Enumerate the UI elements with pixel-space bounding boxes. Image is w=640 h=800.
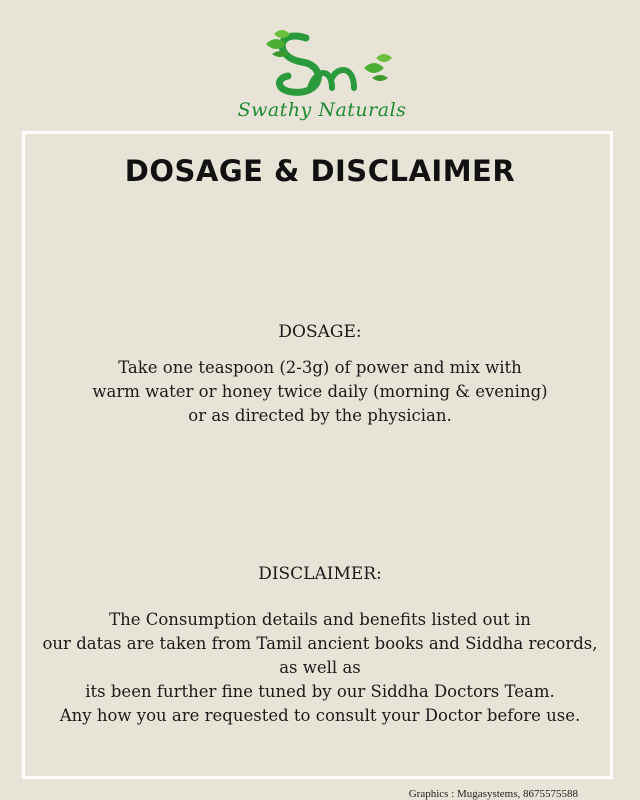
- page-title: DOSAGE & DISCLAIMER: [124, 154, 516, 188]
- disclaimer-line: its been further fine tuned by our Siddha Doctors Team.: [85, 682, 555, 701]
- disclaimer-line: Any how you are requested to consult your Doctor before use.: [59, 706, 581, 725]
- disclaimer-text: [30, 608, 610, 728]
- dosage-line: or as directed by the physician.: [188, 406, 452, 425]
- disclaimer-line: as well as: [279, 658, 361, 677]
- disclaimer-line: The Consumption details and benefits listed out in: [109, 610, 531, 629]
- dosage-text: [30, 356, 610, 428]
- disclaimer-line: our datas are taken from Tamil ancient books and Siddha records,: [42, 634, 598, 653]
- dosage-line: Take one teaspoon (2-3g) of power and mix with: [118, 358, 522, 377]
- brand-logo: [236, 18, 408, 136]
- leaf-monogram-icon: [236, 18, 408, 108]
- dosage-label: DOSAGE:: [278, 322, 362, 342]
- brand-name: Swathy Naturals: [237, 99, 407, 121]
- graphics-credit: Graphics : Mugasystems, 8675575588: [408, 788, 578, 800]
- disclaimer-label: DISCLAIMER:: [258, 564, 382, 584]
- dosage-line: warm water or honey twice daily (morning & evening): [92, 382, 548, 401]
